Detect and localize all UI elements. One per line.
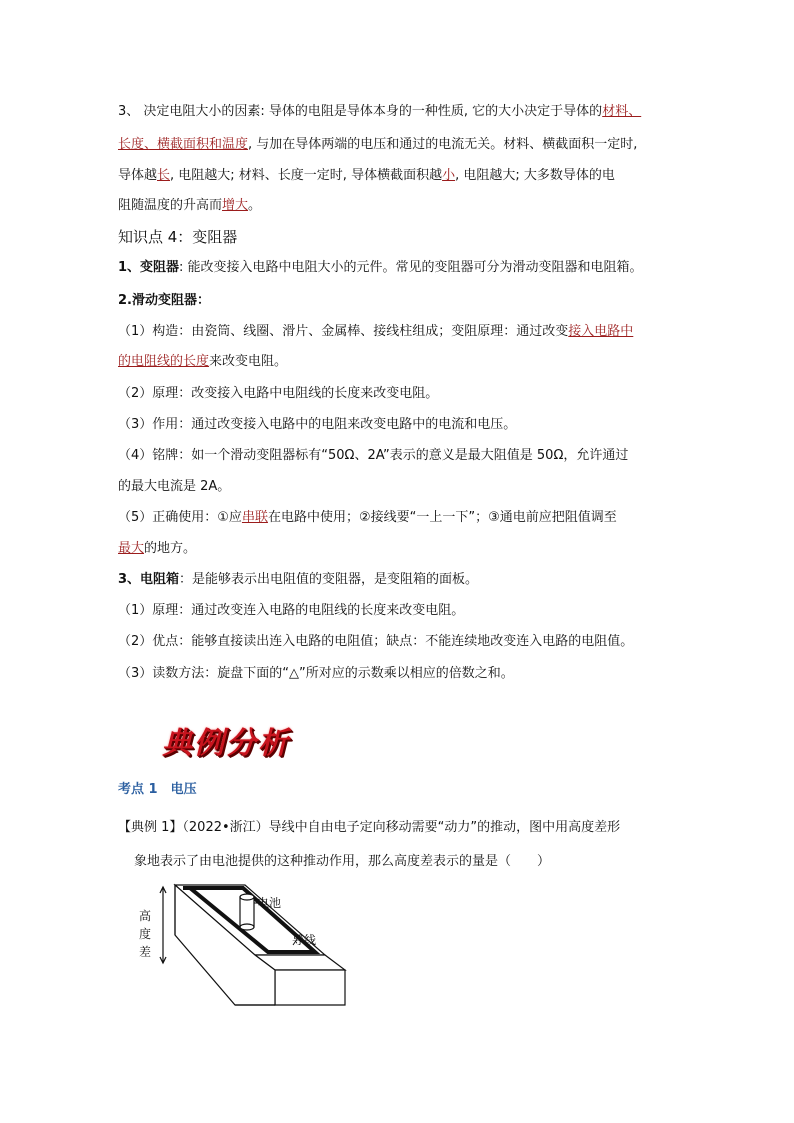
item-2-2: （2）原理：改变接入电路中电阻线的长度来改变电阻。 <box>118 386 439 401</box>
height-difference-figure <box>135 875 375 1035</box>
highlight: 长 <box>157 168 171 183</box>
height-label-3: 差 <box>139 945 152 959</box>
text: 阻随温度的升高而 <box>118 198 223 213</box>
highlight: 长度、横截面积和温度 <box>118 137 249 152</box>
item-3-1: （1）原理：通过改变连入电路的电阻线的长度来改变电阻。 <box>118 603 465 618</box>
text: , 电阻越大; 材料、长度一定时, 导体横截面积越 <box>170 168 443 183</box>
para-3-line-2 <box>118 135 637 155</box>
item-2-5-line-2 <box>118 539 196 559</box>
text: : 能改变接入电路中电阻大小的元件。常见的变阻器可分为滑动变阻器和电阻箱。 <box>179 260 643 275</box>
kaodian-title: 考点 1 电压 <box>118 782 197 797</box>
text: （1）构造：由瓷筒、线圈、滑片、金属棒、接线柱组成；变阻原理：通过改变 <box>118 324 569 339</box>
item-3-2: （2）优点：能够直接读出连入电路的电阻值；缺点：不能连续地改变连入电路的电阻值。 <box>118 634 634 649</box>
highlight: 串联 <box>241 510 268 525</box>
para-3-line-4 <box>118 196 261 216</box>
height-label-1: 高 <box>139 909 152 923</box>
height-label-2: 度 <box>139 927 152 941</box>
highlight: 最大 <box>118 541 145 556</box>
text: （5）正确使用：①应 <box>118 510 242 525</box>
para-3-line-1 <box>118 102 641 122</box>
text: ：是能够表示出电阻值的变阻器，是变阻箱的面板。 <box>179 572 479 587</box>
highlight: 材料、 <box>602 104 642 119</box>
text: 。 <box>248 198 262 213</box>
item-1 <box>118 258 643 278</box>
text: , 电阻越大; 大多数导体的电 <box>455 168 615 183</box>
example-1-line-1: 【典例 1】（2022•浙江）导线中自由电子定向移动需要“动力”的推动，图中用高度差形 <box>118 820 621 835</box>
example-analysis-banner: 典例分析 <box>162 726 290 761</box>
battery-label: 电池 <box>257 896 282 910</box>
highlight: 增大 <box>222 198 249 213</box>
item-3 <box>118 570 478 590</box>
highlight: 接入电路中 <box>568 324 634 339</box>
knowledge-point-4-title: 知识点 4：变阻器 <box>118 228 238 246</box>
item-2-1-line-2 <box>118 352 287 372</box>
wire-label: 导线 <box>292 933 317 947</box>
text: 来改变电阻。 <box>209 354 288 369</box>
text: 在电路中使用；②接线要“一上一下”；③通电前应把阻值调至 <box>267 510 617 525</box>
para-3-line-3 <box>118 166 615 186</box>
item-2-heading: 2.滑动变阻器： <box>118 293 210 308</box>
item-2-5-line-1 <box>118 508 617 528</box>
text: 3、 决定电阻大小的因素: 导体的电阻是导体本身的一种性质, 它的大小决定于导体的 <box>118 104 603 119</box>
item-2-4-line-2: 的最大电流是 2A。 <box>118 479 231 494</box>
item-2-3: （3）作用：通过改变接入电路中的电阻来改变电路中的电流和电压。 <box>118 417 517 432</box>
item-2-4-line-1: （4）铭牌：如一个滑动变阻器标有“50Ω、2A”表示的意义是最大阻值是 50Ω，允许通过 <box>118 448 629 463</box>
item-3-3: （3）读数方法：旋盘下面的“△”所对应的示数乘以相应的倍数之和。 <box>118 666 514 681</box>
term: 1、变阻器 <box>118 260 180 275</box>
text: 的地方。 <box>144 541 197 556</box>
text: 导体越 <box>118 168 158 183</box>
example-1-line-2: 象地表示了由电池提供的这种推动作用，那么高度差表示的量是（ ） <box>134 854 551 869</box>
item-2-1-line-1 <box>118 322 633 342</box>
highlight: 的电阻线的长度 <box>118 354 210 369</box>
highlight: 小 <box>442 168 456 183</box>
text: , 与加在导体两端的电压和通过的电流无关。材料、横截面积一定时, <box>248 137 638 152</box>
term: 3、电阻箱 <box>118 572 180 587</box>
